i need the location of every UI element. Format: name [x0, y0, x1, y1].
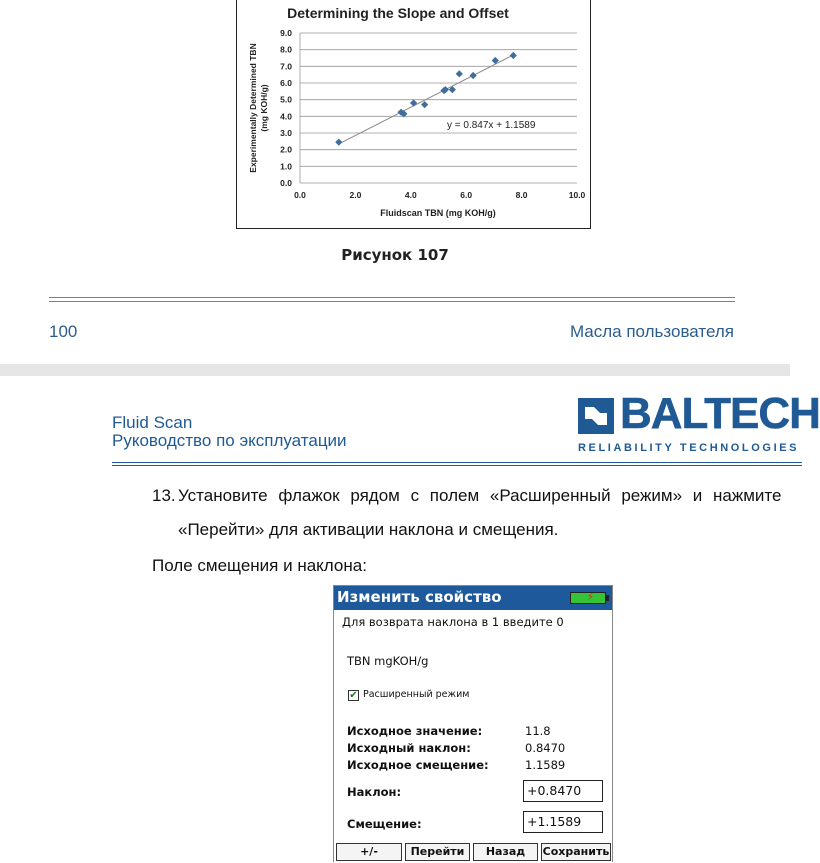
save-button[interactable]: Сохранить: [541, 843, 611, 861]
y-tick-label: 8.0: [280, 44, 292, 55]
chart-title: Determining the Slope and Offset: [287, 5, 509, 21]
x-tick-label: 10.0: [568, 190, 586, 200]
go-button[interactable]: Перейти: [405, 843, 470, 861]
device-hint: Для возврата наклона в 1 введите 0: [342, 615, 564, 629]
initial-slope-label: Исходный наклон:: [347, 741, 471, 755]
document-page-101: [0, 376, 820, 862]
paragraph-offset-slope: Поле смещения и наклона:: [152, 556, 367, 575]
header-app-name: Fluid Scan: [112, 413, 193, 432]
y-axis-label-line2: (mg KOH/g): [259, 84, 269, 132]
initial-offset-label: Исходное смещение:: [347, 758, 489, 772]
footer-rule-bottom: [49, 301, 735, 302]
y-tick-label: 0.0: [280, 178, 292, 188]
advanced-mode-checkbox[interactable]: ✔: [349, 690, 358, 701]
initial-value: 11.8: [525, 724, 551, 738]
y-tick-label: 2.0: [280, 144, 292, 155]
logo-wordmark: BALTECH: [620, 389, 820, 438]
scatter-chart: [237, 0, 592, 229]
page-number: 100: [49, 322, 78, 341]
x-tick-label: 2.0: [349, 190, 362, 200]
device-title: Изменить свойство: [337, 588, 502, 606]
data-point: [510, 52, 517, 59]
step-text-line1: Установите флажок рядом с полем «Расширенный режим» и нажмите: [178, 486, 782, 505]
logo-tagline: RELIABILITY TECHNOLOGIES: [578, 442, 800, 454]
x-tick-label: 8.0: [515, 190, 528, 200]
x-tick-label: 0.0: [294, 190, 306, 200]
running-header: [112, 414, 347, 450]
page-separator: [0, 364, 790, 376]
y-axis-label-line1: Experimentally Determined TBN: [248, 43, 258, 173]
offset-label: Смещение:: [347, 817, 422, 831]
y-tick-label: 7.0: [280, 61, 292, 72]
y-tick-label: 4.0: [280, 111, 292, 122]
data-point: [421, 101, 428, 108]
initial-slope: 0.8470: [525, 741, 566, 755]
data-point: [470, 72, 477, 79]
offset-input[interactable]: +1.1589: [523, 811, 603, 833]
y-tick-label: 5.0: [280, 94, 292, 105]
charging-plug-icon: ⚡: [587, 592, 595, 603]
step-text-line2: «Перейти» для активации наклона и смещения.: [178, 520, 559, 539]
data-point: [335, 139, 342, 146]
y-tick-label: 9.0: [280, 28, 292, 38]
header-rule-bottom: [112, 465, 802, 466]
slope-label: Наклон:: [347, 785, 402, 799]
battery-terminal: [606, 595, 609, 601]
footer-rule-top: [49, 297, 735, 298]
plus-minus-button[interactable]: +/-: [336, 843, 402, 861]
x-tick-label: 6.0: [460, 190, 473, 200]
header-rule-top: [112, 462, 802, 463]
property-name: TBN mgKOH/g: [347, 654, 429, 668]
initial-offset: 1.1589: [525, 758, 566, 772]
softkey-bar: [334, 842, 612, 863]
y-tick-label: 3.0: [280, 128, 292, 138]
trendline-equation: y = 0.847x + 1.1589: [447, 120, 536, 131]
baltech-logo: [578, 389, 820, 458]
device-screenshot-edit-property: [333, 585, 613, 862]
data-point: [456, 70, 463, 77]
figure-caption: Рисунок 107: [341, 246, 449, 264]
y-tick-label: 1.0: [280, 161, 292, 172]
slope-input[interactable]: +0.8470: [523, 780, 603, 802]
advanced-mode-label: Расширенный режим: [363, 689, 470, 700]
section-title: Масла пользователя: [569, 322, 734, 341]
initial-value-label: Исходное значение:: [347, 724, 483, 738]
x-axis-label: Fluidscan TBN (mg KOH/g): [380, 208, 496, 218]
step-number: 13.: [152, 486, 176, 505]
data-point: [410, 99, 417, 106]
back-button[interactable]: Назад: [473, 843, 538, 861]
logo-emblem-icon: [578, 398, 614, 434]
y-tick-label: 6.0: [280, 78, 292, 88]
header-doc-name: Руководство по эксплуатации: [112, 431, 347, 450]
scatter-chart-frame: [236, 0, 591, 229]
document-page-100: [0, 0, 790, 364]
x-tick-label: 4.0: [404, 190, 417, 200]
